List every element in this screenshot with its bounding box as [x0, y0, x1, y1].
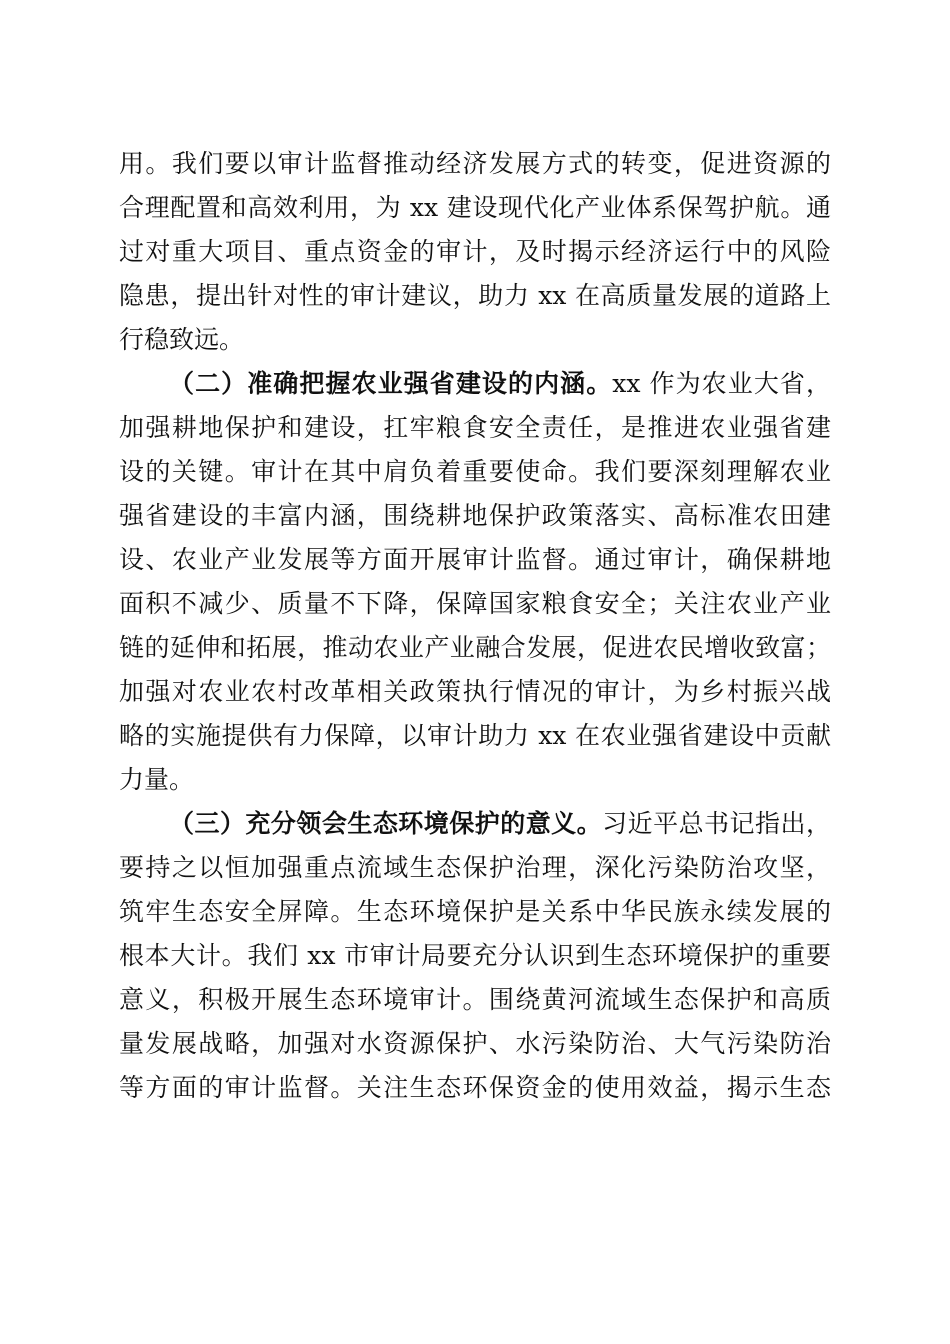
paragraph-3-line-2: 要持之以恒加强重点流域生态保护治理，深化污染防治攻坚， [119, 853, 831, 882]
paragraph-1 [119, 142, 831, 362]
paragraph-2-line-2: 加强耕地保护和建设，扛牢粮食安全责任，是推进农业强省建 [119, 413, 831, 442]
paragraph-1-line-4: 隐患，提出针对性的审计建议，助力 xx 在高质量发展的道路上 [119, 281, 831, 310]
paragraph-2 [119, 362, 831, 802]
paragraph-2-line-4: 强省建设的丰富内涵，围绕耕地保护政策落实、高标准农田建 [119, 501, 831, 530]
paragraph-3 [119, 802, 831, 1110]
paragraph-3-line-6: 量发展战略，加强对水资源保护、水污染防治、大气污染防治 [119, 1029, 831, 1058]
paragraph-2-first-line-text: xx 作为农业大省， [612, 369, 831, 398]
paragraph-1-line-2: 合理配置和高效利用，为 xx 建设现代化产业体系保驾护航。通 [119, 193, 831, 222]
paragraph-1-line-1: 用。我们要以审计监督推动经济发展方式的转变，促进资源的 [119, 149, 831, 178]
paragraph-2-line-9: 略的实施提供有力保障，以审计助力 xx 在农业强省建设中贡献 [119, 721, 831, 750]
paragraph-1-line-5: 行稳致远。 [119, 325, 245, 354]
paragraph-2-first-line [119, 362, 831, 406]
paragraph-3-line-4: 根本大计。我们 xx 市审计局要充分认识到生态环境保护的重要 [119, 941, 831, 970]
paragraph-3-first-line-text: 习近平总书记指出， [602, 809, 831, 838]
paragraph-2-line-3: 设的关键。审计在其中肩负着重要使命。我们要深刻理解农业 [119, 457, 831, 486]
paragraph-2-line-8: 加强对农业农村改革相关政策执行情况的审计，为乡村振兴战 [119, 677, 831, 706]
section-heading-3: （三）充分领会生态环境保护的意义。 [169, 809, 603, 838]
paragraph-3-line-7: 等方面的审计监督。关注生态环保资金的使用效益，揭示生态 [119, 1073, 831, 1102]
paragraph-2-line-10: 力量。 [119, 765, 195, 794]
paragraph-3-line-3: 筑牢生态安全屏障。生态环境保护是关系中华民族永续发展的 [119, 897, 831, 926]
section-heading-2: （二）准确把握农业强省建设的内涵。 [169, 369, 613, 398]
paragraph-2-line-7: 链的延伸和拓展，推动农业产业融合发展，促进农民增收致富； [119, 633, 831, 662]
paragraph-2-line-6: 面积不减少、质量不下降，保障国家粮食安全；关注农业产业 [119, 589, 831, 618]
document-body [119, 142, 831, 1110]
paragraph-1-line-3: 过对重大项目、重点资金的审计，及时揭示经济运行中的风险 [119, 237, 831, 266]
paragraph-3-line-5: 意义，积极开展生态环境审计。围绕黄河流域生态保护和高质 [119, 985, 831, 1014]
paragraph-2-line-5: 设、农业产业发展等方面开展审计监督。通过审计，确保耕地 [119, 545, 831, 574]
paragraph-3-first-line [119, 802, 831, 846]
